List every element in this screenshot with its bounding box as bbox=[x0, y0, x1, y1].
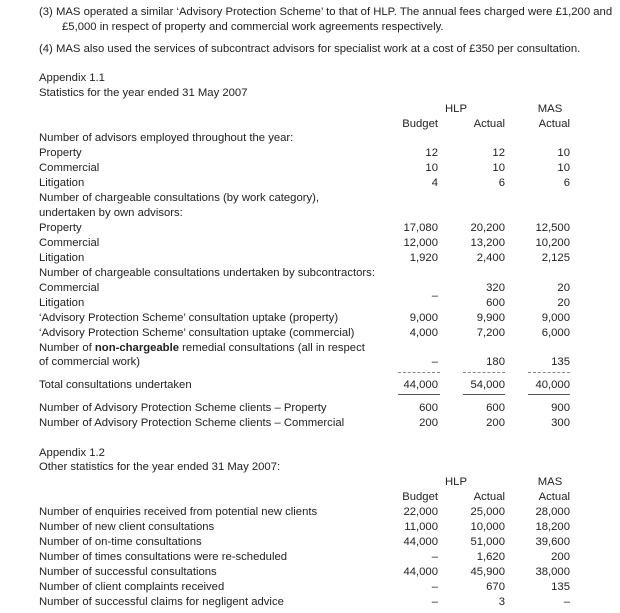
budget-cell: 10 bbox=[425, 162, 438, 174]
budget-cell: 22,000 bbox=[403, 506, 438, 518]
note-3-line-1: (3) MAS operated a similar ‘Advisory Protection Scheme’ to that of HLP. The annual fees charged were £1,200 and bbox=[39, 6, 613, 18]
mas-cell: 18,200 bbox=[535, 521, 570, 533]
budget-cell: 17,080 bbox=[403, 222, 438, 234]
hlp-group-header: HLP bbox=[445, 103, 467, 115]
row-label: Property bbox=[39, 147, 82, 159]
budget-column-header: Budget bbox=[402, 491, 438, 503]
budget-cell: 4,000 bbox=[409, 327, 438, 339]
budget-column-header: Budget bbox=[402, 118, 438, 130]
row-label: Commercial bbox=[39, 162, 100, 174]
appendix-heading: Appendix 1.1 bbox=[39, 72, 105, 84]
mas-cell: 20 bbox=[557, 297, 570, 309]
row-label: undertaken by own advisors: bbox=[39, 207, 183, 219]
budget-cell: – bbox=[431, 596, 438, 608]
mas-cell: 6 bbox=[563, 177, 570, 189]
actual-cell: 320 bbox=[486, 282, 505, 294]
row-label: Property bbox=[39, 222, 82, 234]
mas-cell: 10,200 bbox=[535, 237, 570, 249]
actual-cell: 45,900 bbox=[470, 566, 505, 578]
budget-cell: 1,920 bbox=[409, 252, 438, 264]
budget-cell: 44,000 bbox=[403, 536, 438, 548]
mas-cell: 9,000 bbox=[541, 312, 570, 324]
actual-cell: 10,000 bbox=[470, 521, 505, 533]
mas-actual-column-header: Actual bbox=[538, 118, 570, 130]
mas-cell: – bbox=[563, 596, 570, 608]
row-label: Number of new client consultations bbox=[39, 521, 215, 533]
budget-cell: 600 bbox=[419, 402, 438, 414]
row-label-continuation: of commercial work) bbox=[39, 356, 141, 368]
mas-cell: 12,500 bbox=[535, 222, 570, 234]
total-rule-budget bbox=[398, 372, 440, 373]
mas-cell: 20 bbox=[557, 282, 570, 294]
appendix-subtitle: Statistics for the year ended 31 May 2007 bbox=[39, 87, 248, 99]
row-label: Number of on-time consultations bbox=[39, 536, 202, 548]
row-label: Number of Advisory Protection Scheme clients – Property bbox=[39, 402, 327, 414]
mas-cell: 200 bbox=[551, 551, 570, 563]
budget-cell: – bbox=[431, 356, 438, 368]
budget-cell: 4 bbox=[431, 177, 438, 189]
budget-cell: – bbox=[431, 290, 438, 302]
budget-cell: 9,000 bbox=[409, 312, 438, 324]
actual-cell: 1,620 bbox=[476, 551, 505, 563]
mas-cell: 38,000 bbox=[535, 566, 570, 578]
row-label: Litigation bbox=[39, 177, 85, 189]
actual-cell: 13,200 bbox=[470, 237, 505, 249]
total-actual: 54,000 bbox=[470, 379, 505, 391]
mas-group-header: MAS bbox=[537, 103, 563, 115]
budget-cell: 44,000 bbox=[403, 566, 438, 578]
actual-cell: 2,400 bbox=[476, 252, 505, 264]
budget-cell: 12 bbox=[425, 147, 438, 159]
note-3-line-2: £5,000 in respect of property and commercial work agreements respectively. bbox=[62, 21, 444, 33]
actual-cell: 670 bbox=[486, 581, 505, 593]
mas-cell: 10 bbox=[557, 162, 570, 174]
actual-cell: 200 bbox=[486, 417, 505, 429]
row-label: Commercial bbox=[39, 282, 100, 294]
row-label: Number of chargeable consultations undertaken by subcontractors: bbox=[39, 267, 375, 279]
row-label-prefix: Number of bbox=[39, 342, 95, 354]
row-label: Number of successful claims for negligent advice bbox=[39, 596, 284, 608]
actual-cell: 9,900 bbox=[476, 312, 505, 324]
actual-cell: 20,200 bbox=[470, 222, 505, 234]
mas-cell: 900 bbox=[551, 402, 570, 414]
total-budget: 44,000 bbox=[403, 379, 438, 391]
total-underline-budget bbox=[398, 394, 440, 395]
actual-cell: 600 bbox=[486, 297, 505, 309]
hlp-group-header: HLP bbox=[445, 476, 467, 488]
row-label: Number of enquiries received from potential new clients bbox=[39, 506, 318, 518]
row-label: ‘Advisory Protection Scheme’ consultation uptake (commercial) bbox=[39, 327, 355, 339]
actual-cell: 6 bbox=[498, 177, 505, 189]
hlp-actual-column-header: Actual bbox=[473, 491, 505, 503]
total-rule-mas bbox=[528, 372, 570, 373]
actual-cell: 25,000 bbox=[470, 506, 505, 518]
budget-cell: 11,000 bbox=[404, 521, 438, 533]
total-label: Total consultations undertaken bbox=[39, 379, 192, 391]
hlp-actual-column-header: Actual bbox=[473, 118, 505, 130]
actual-cell: 3 bbox=[498, 596, 505, 608]
mas-cell: 10 bbox=[557, 147, 570, 159]
mas-cell: 135 bbox=[551, 581, 570, 593]
row-label: Number of Advisory Protection Scheme clients – Commercial bbox=[39, 417, 345, 429]
actual-cell: 12 bbox=[492, 147, 505, 159]
actual-cell: 180 bbox=[486, 356, 505, 368]
row-label bbox=[39, 341, 365, 356]
row-label: Litigation bbox=[39, 297, 85, 309]
row-label: Number of advisors employed throughout the year: bbox=[39, 132, 294, 144]
row-label-emphasis: non-chargeable bbox=[94, 342, 180, 354]
budget-cell: – bbox=[431, 581, 438, 593]
mas-cell: 300 bbox=[551, 417, 570, 429]
appendix-subtitle: Other statistics for the year ended 31 May 2007: bbox=[39, 461, 281, 473]
actual-cell: 7,200 bbox=[476, 327, 505, 339]
total-rule-actual bbox=[463, 372, 505, 373]
mas-cell: 6,000 bbox=[541, 327, 570, 339]
mas-cell: 28,000 bbox=[535, 506, 570, 518]
mas-group-header: MAS bbox=[537, 476, 563, 488]
actual-cell: 10 bbox=[492, 162, 505, 174]
actual-cell: 600 bbox=[486, 402, 505, 414]
total-mas: 40,000 bbox=[535, 379, 570, 391]
mas-cell: 135 bbox=[551, 356, 570, 368]
row-label: Number of chargeable consultations (by work category), bbox=[39, 192, 320, 204]
total-underline-actual bbox=[463, 394, 505, 395]
row-label: Number of successful consultations bbox=[39, 566, 217, 578]
row-label: Commercial bbox=[39, 237, 100, 249]
mas-cell: 2,125 bbox=[541, 252, 570, 264]
actual-cell: 51,000 bbox=[470, 536, 505, 548]
row-label: Number of times consultations were re-scheduled bbox=[39, 551, 288, 563]
mas-cell: 39,600 bbox=[535, 536, 570, 548]
mas-actual-column-header: Actual bbox=[538, 491, 570, 503]
row-label-suffix: remedial consultations (all in respect bbox=[179, 342, 365, 354]
row-label: ‘Advisory Protection Scheme’ consultation uptake (property) bbox=[39, 312, 339, 324]
budget-cell: – bbox=[431, 551, 438, 563]
budget-cell: 200 bbox=[419, 417, 438, 429]
note-4: (4) MAS also used the services of subcontract advisors for specialist work at a cost of £350 per consultation. bbox=[39, 43, 581, 55]
row-label: Litigation bbox=[39, 252, 85, 264]
appendix-heading: Appendix 1.2 bbox=[39, 447, 105, 459]
row-label: Number of client complaints received bbox=[39, 581, 225, 593]
total-underline-mas bbox=[528, 394, 570, 395]
budget-cell: 12,000 bbox=[403, 237, 438, 249]
